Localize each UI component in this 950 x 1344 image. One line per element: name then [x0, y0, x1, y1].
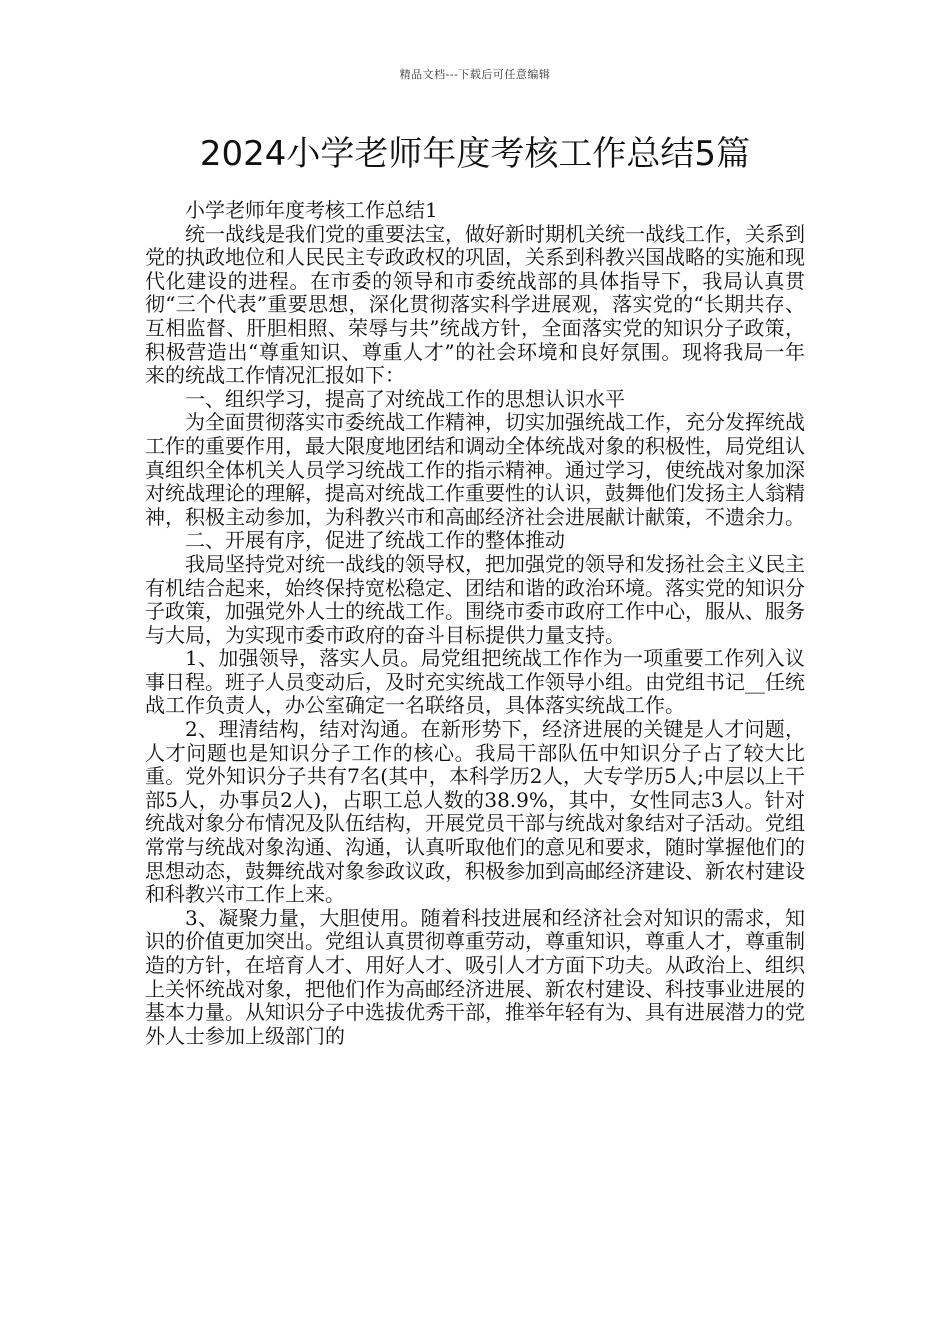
section-heading: 一、组织学习，提高了对统战工作的思想认识水平: [185, 386, 625, 411]
paragraph: 1、加强领导，落实人员。局党组把统战工作作为一项重要工作列入议事日程。班子人员变动后，及时充实统战工作领导小组。由党组书记__任统战工作负责人，办公室确定一名联络员，具体落实统战工作。: [145, 646, 805, 718]
header-note: 精品文档---下载后可任意编辑: [399, 68, 551, 81]
paragraph: 3、凝聚力量，大胆使用。随着科技进展和经济社会对知识的需求，知识的价值更加突出。党组认真贯彻尊重劳动，尊重知识，尊重人才，尊重制造的方针，在培育人才、用好人才、吸引人才方面下功夫。从政治上、组织上关怀统战对象，把他们作为高邮经济进展、新农村建设、科技事业进展的基本力量。从知识分子中选拔优秀干部，推举年轻有为、具有进展潜力的党外人士参加上级部门的: [145, 905, 805, 1048]
paragraph: 2、理清结构，结对沟通。在新形势下，经济进展的关键是人才问题，人才问题也是知识分子工作的核心。我局干部队伍中知识分子占了较大比重。党外知识分子共有7名(其中，本科学历2人，大专学历5人;中层以上干部5人，办事员2人)，占职工总人数的38.9%，其中，女性同志3人。针对统战对象分布情况及队伍结构，开展党员干部与统战对象结对子活动。党组常常与统战对象沟通、沟通，认真听取他们的意见和要求，随时掌握他们的思想动态，鼓舞统战对象参政议政，积极参加到高邮经济建设、新农村建设和科教兴市工作上来。: [145, 717, 805, 907]
section-heading: 二、开展有序，促进了统战工作的整体推动: [185, 528, 565, 553]
paragraph: 我局坚持党对统一战线的领导权，把加强党的领导和发扬社会主义民主有机结合起来，始终保持宽松稳定、团结和谐的政治环境。落实党的知识分子政策，加强党外人士的统战工作。围绕市委市政府工作中心，服从、服务与大局，为实现市委市政府的奋斗目标提供力量支持。: [145, 551, 805, 647]
document-body: [145, 199, 805, 1048]
paragraph: 为全面贯彻落实市委统战工作精神，切实加强统战工作，充分发挥统战工作的重要作用，最大限度地团结和调动全体统战对象的积极性，局党组认真组织全体机关人员学习统战工作的指示精神。通过学习，使统战对象加深对统战理论的理解，提高对统战工作重要性的认识，鼓舞他们发扬主人翁精神，积极主动参加，为科教兴市和高邮经济社会进展献计献策，不遗余力。: [145, 410, 805, 529]
paragraph: 统一战线是我们党的重要法宝，做好新时期机关统一战线工作，关系到党的执政地位和人民民主专政政权的巩固，关系到科教兴国战略的实施和现代化建设的进程。在市委的领导和市委统战部的具体指导下，我局认真贯彻“三个代表”重要思想，深化贯彻落实科学进展观，落实党的“长期共存、互相监督、肝胆相照、荣辱与共”统战方针，全面落实党的知识分子政策，积极营造出“尊重知识、尊重人才”的社会环境和良好氛围。现将我局一年来的统战工作情况汇报如下：: [145, 221, 805, 388]
section-heading: 小学老师年度考核工作总结1: [185, 198, 438, 222]
document-title: 2024小学老师年度考核工作总结5篇: [199, 134, 751, 174]
